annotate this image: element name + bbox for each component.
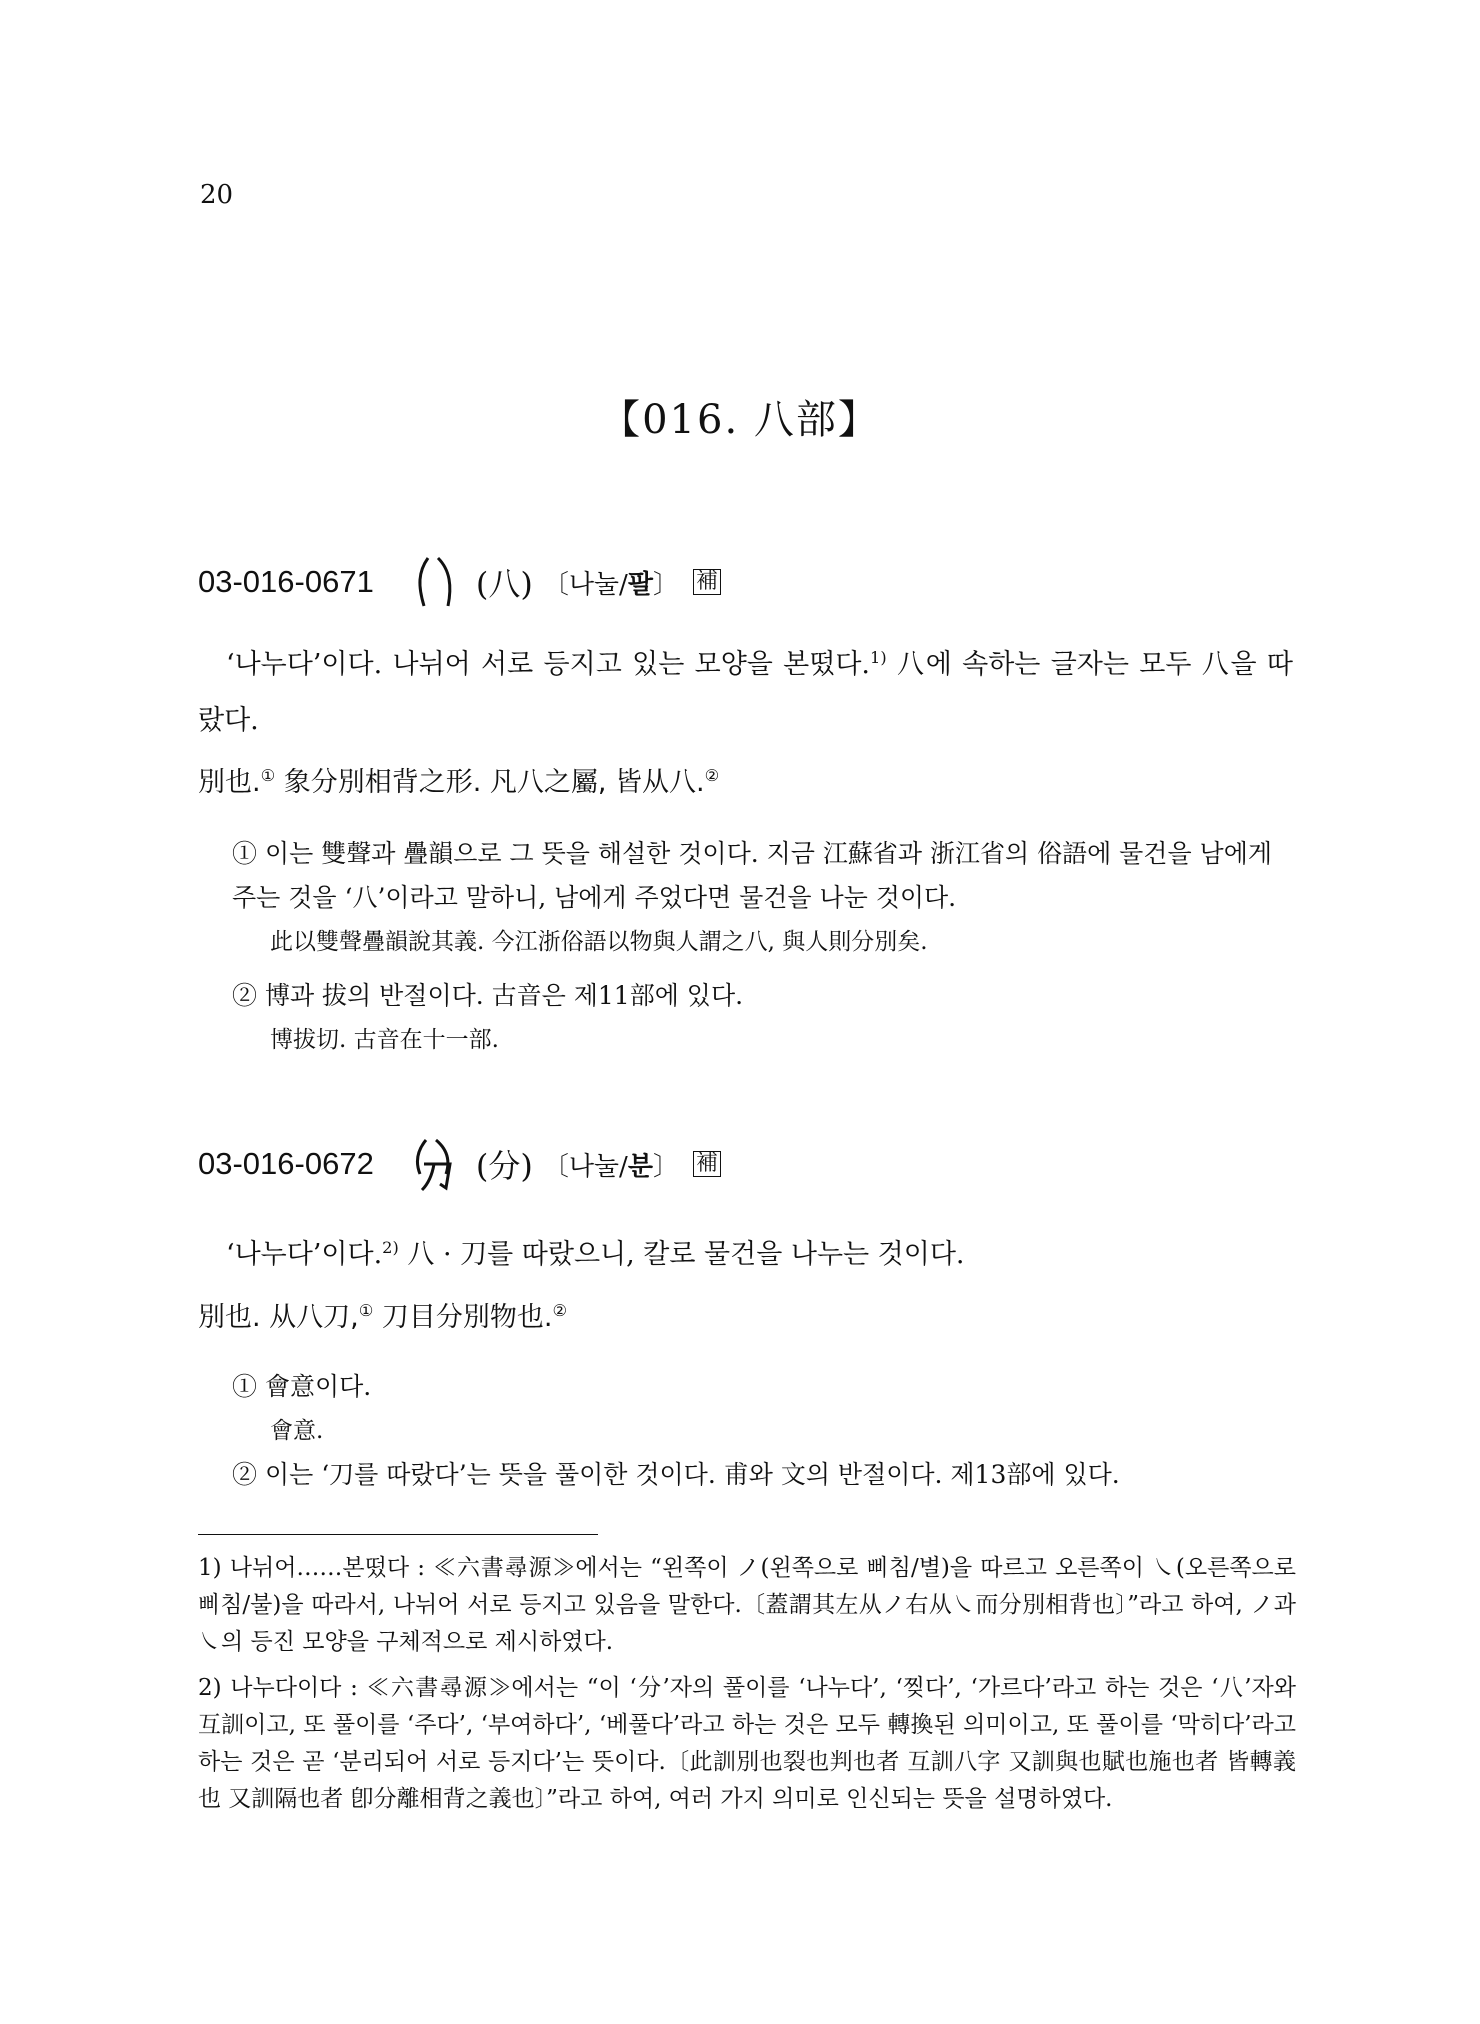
entry-gloss: 〔나눌/팔〕 [542, 569, 679, 600]
entry-source-text: 別也.① 象分別相背之形. 凡八之屬, 皆从八.② [198, 766, 720, 798]
entry-source-text: 別也. 从八刀,① 刀目分別物也.② [198, 1301, 567, 1333]
entry-id: 03-016-0672 [198, 1146, 374, 1181]
entry-heading [198, 552, 721, 612]
footnote-2: 2) 나누다이다 : ≪六書尋源≫에서는 “이 ‘分’자의 풀이를 ‘나누다’, ‘찢다’, ‘가르다’라고 하는 것은 ‘八’자와 互訓이고, 또 풀이를 ‘주다’, ‘부여하다’, ‘베풀다’라고 하는 것은 모두 轉換된 의미이고, 또 풀이를 ‘막히다’라고 하는 것은 곧 ‘분리되어 서로 등지다’는 뜻이다.〔此訓別也裂也判也者 互訓八字 又訓與也賦也施也者 皆轉義也 又訓隔也者 卽分離相背之義也〕”라고 하여, 여러 가지 의미로 인신되는 뜻을 설명하였다. [198, 1675, 1296, 1812]
annotation-1: ① 會意이다. 會意. [232, 1372, 372, 1444]
section-title: 【016. 八部】 [600, 397, 880, 443]
seal-script-fen-glyph [406, 1134, 466, 1194]
footnote-ref: 1) [870, 648, 887, 667]
supplement-badge: 補 [693, 569, 721, 595]
entry-character: (分) [475, 1147, 533, 1185]
footnote-divider [198, 1534, 598, 1535]
entry-gloss: 〔나눌/분〕 [542, 1151, 679, 1182]
entry-explanation: ‘나누다’이다. 나뉘어 서로 등지고 있는 모양을 본떴다.$^{1)}$ 八에 속하는 글자는 모두 八을 따랐다. [198, 648, 1293, 736]
annotation-1: ① 이는 雙聲과 疊韻으로 그 뜻을 해설한 것이다. 지금 江蘇省과 浙江省의 俗語에 물건을 남에게 주는 것을 ‘八’이라고 말하니, 남에게 주었다면 물건을 나눈 것이다. 此以雙聲疊韻說其義. 今江浙俗語以物與人謂之八, 與人則分別矣. [232, 839, 1273, 955]
entry-heading [198, 1134, 721, 1194]
entry-character: (八) [475, 565, 533, 603]
annotation-2: ② 이는 ‘刀를 따랐다’는 뜻을 풀이한 것이다. 甫와 文의 반절이다. 제13部에 있다. [232, 1460, 1120, 1489]
seal-script-ba-glyph [406, 552, 466, 612]
footnote-1: 1) 나뉘어……본떴다 : ≪六書尋源≫에서는 “왼쪽이 ノ(왼쪽으로 삐침/별)을 따르고 오른쪽이 ㇏(오른쪽으로 삐침/불)을 따라서, 나뉘어 서로 등지고 있음을 말한다.〔蓋謂其左从ノ右从㇏而分別相背也〕”라고 하여, ノ과 ㇏의 등진 모양을 구체적으로 제시하였다. [198, 1555, 1296, 1655]
supplement-badge: 補 [693, 1151, 721, 1177]
annotation-2: ② 博과 拔의 반절이다. 古音은 제11部에 있다. 博拔切. 古音在十一部. [232, 981, 744, 1053]
entry-explanation: ‘나누다’이다.$^{2)}$ 八 · 刀를 따랐으니, 칼로 물건을 나누는 것이다. [226, 1238, 965, 1270]
entry-id: 03-016-0671 [198, 564, 374, 599]
footnote-ref: 2) [382, 1238, 399, 1257]
page-number: 20 [200, 180, 234, 210]
